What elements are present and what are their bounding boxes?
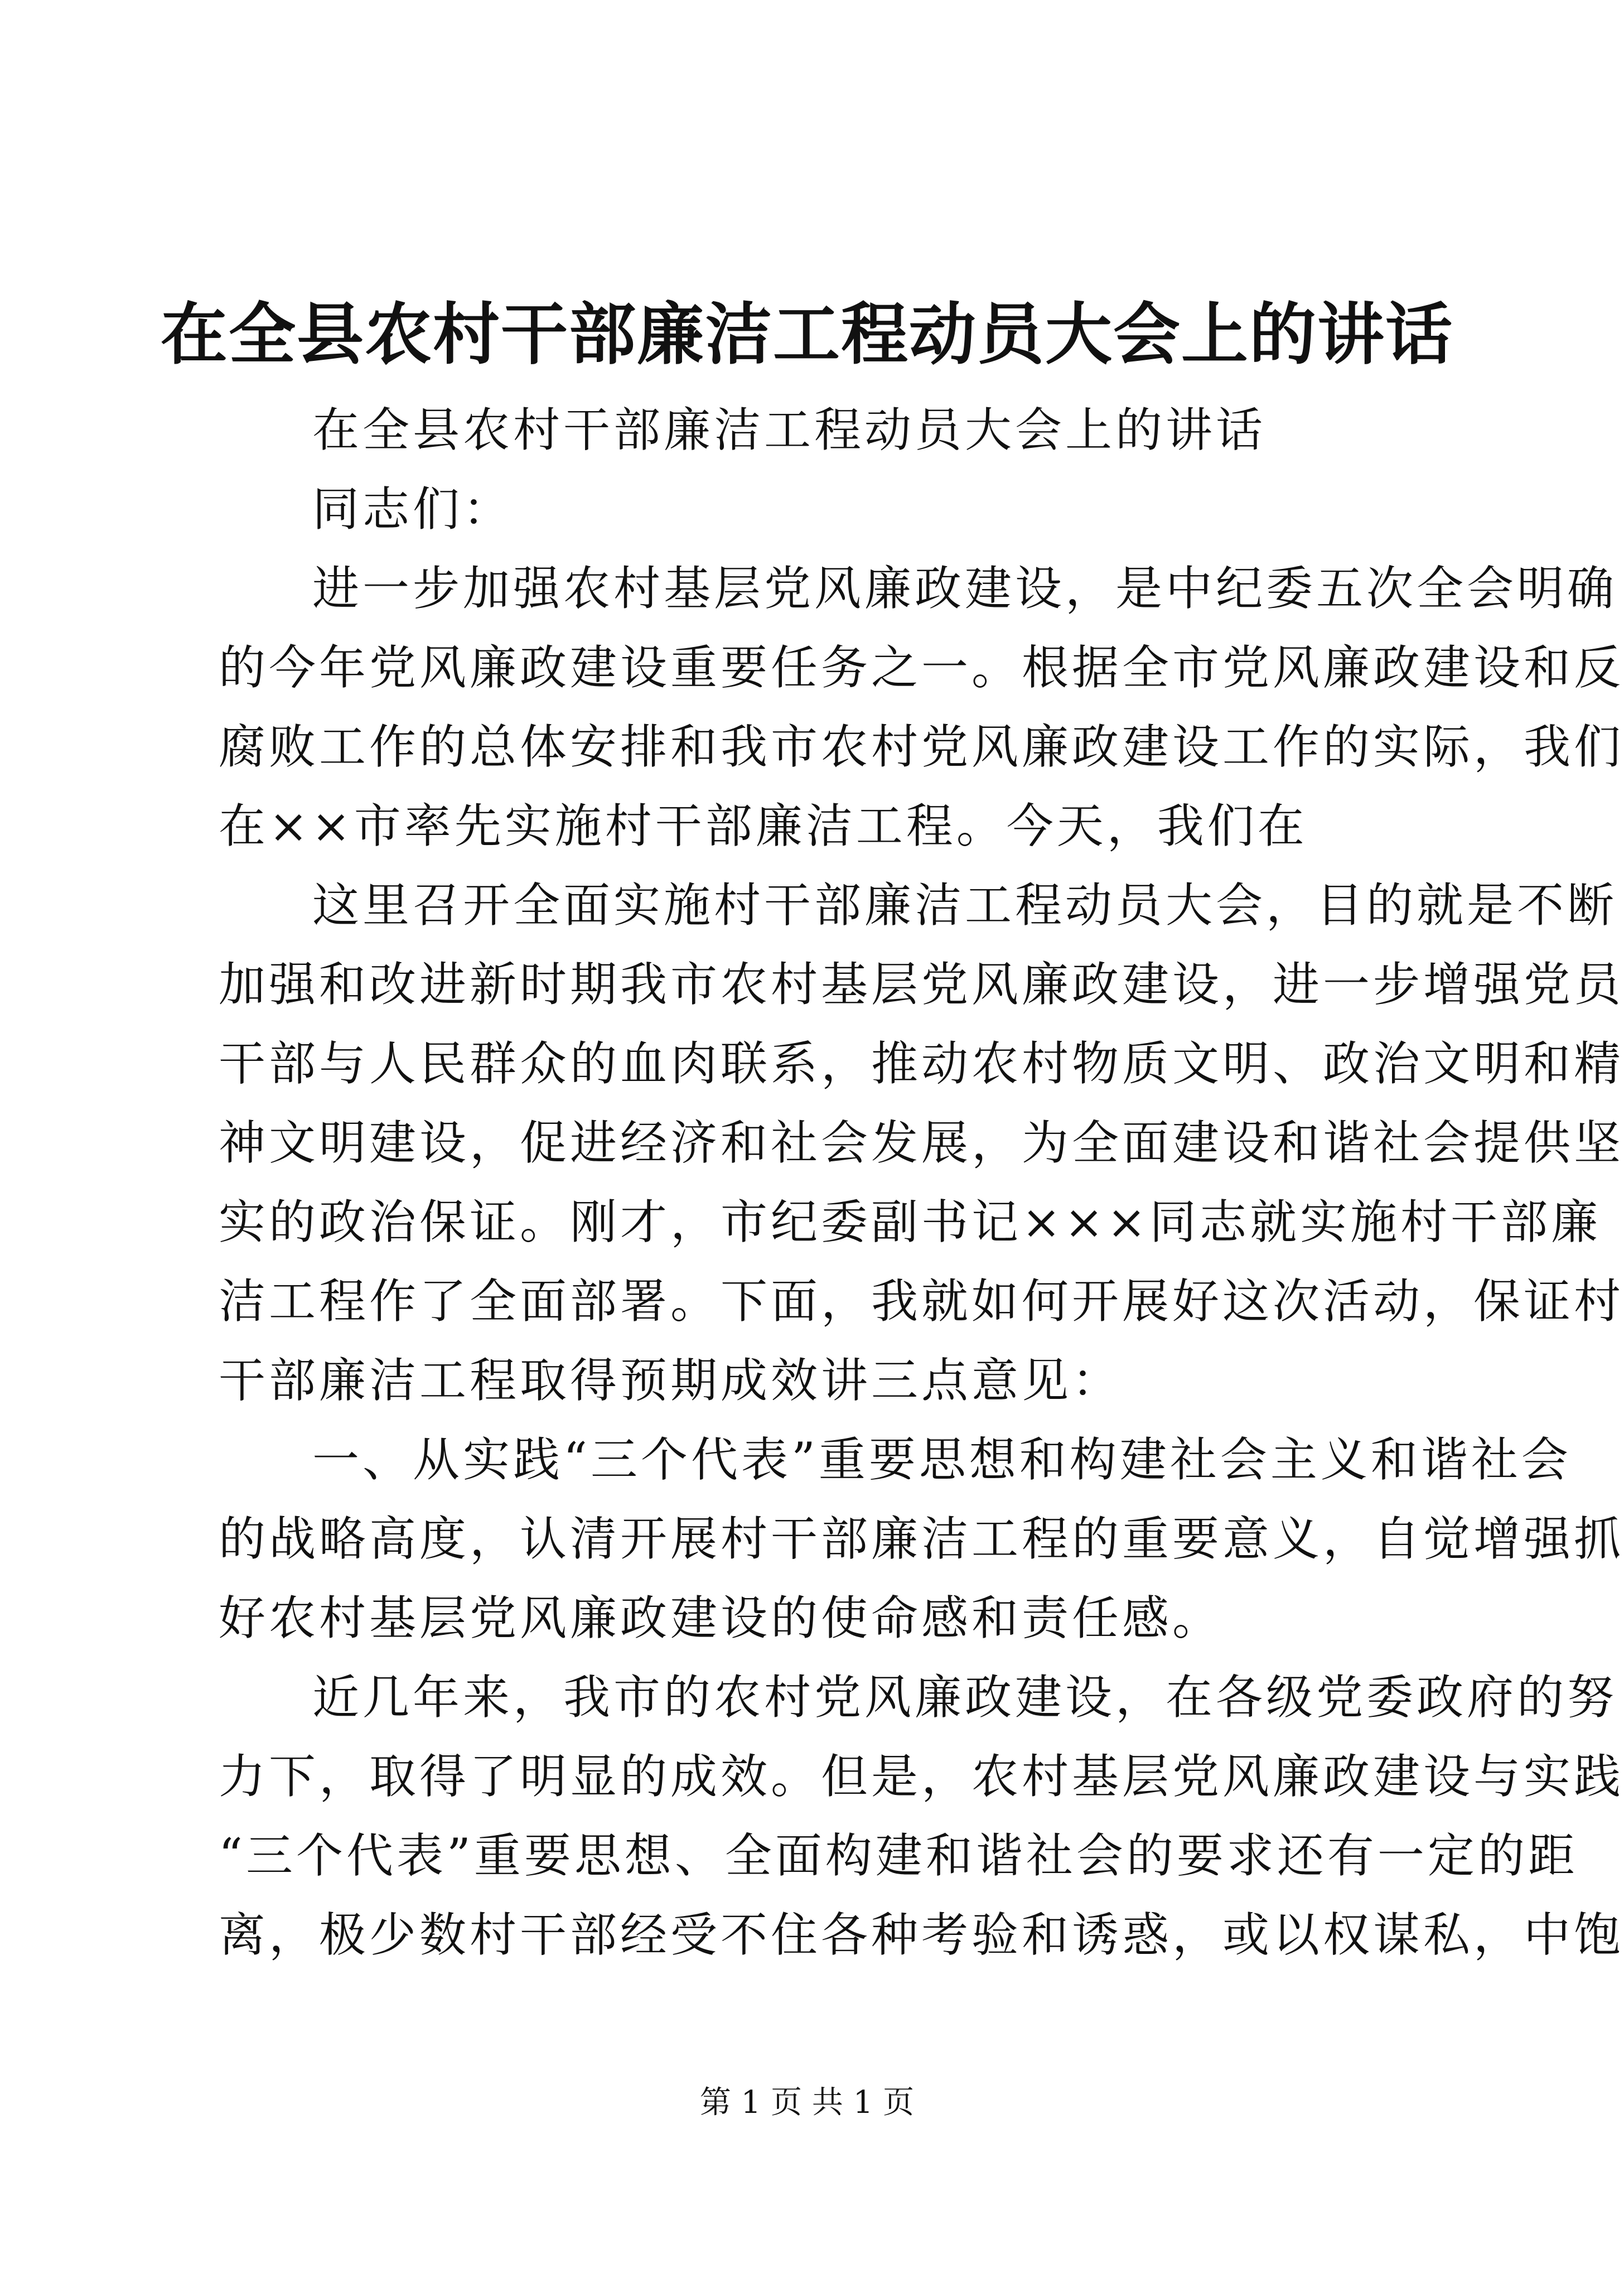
document-body [219,390,1624,1975]
body-line: 一、从实践“三个代表”重要思想和构建社会主义和谐社会 [312,1432,1572,1487]
body-line: 神文明建设，促进经济和社会发展，为全面建设和谐社会提供坚 [219,1116,1624,1170]
body-line: 加强和改进新时期我市农村基层党风廉政建设，进一步增强党员 [219,957,1624,1012]
body-line: 近几年来，我市的农村党风廉政建设，在各级党委政府的努 [312,1670,1618,1725]
body-line: 力下，取得了明显的成效。但是，农村基层党风廉政建设与实践 [219,1749,1624,1804]
body-line: 干部与人民群众的血肉联系，推动农村物质文明、政治文明和精 [219,1036,1624,1091]
body-line: “三个代表”重要思想、全面构建和谐社会的要求还有一定的距 [219,1828,1578,1883]
body-line: 腐败工作的总体安排和我市农村党风廉政建设工作的实际，我们 [219,720,1624,774]
body-line: 干部廉洁工程取得预期成效讲三点意见： [219,1353,1123,1408]
body-line: 好农村基层党风廉政建设的使命感和责任感。 [219,1591,1223,1645]
body-line: 进一步加强农村基层党风廉政建设，是中纪委五次全会明确 [312,561,1618,616]
body-line: 实的政治保证。刚才，市纪委副书记×××同志就实施村干部廉 [219,1195,1602,1249]
body-line: 在××市率先实施村干部廉洁工程。今天，我们在 [219,799,1308,853]
page-footer: 第 1 页 共 1 页 [699,2084,915,2121]
body-line: 的战略高度，认清开展村干部廉洁工程的重要意义，自觉增强抓 [219,1512,1624,1566]
body-line: 的今年党风廉政建设重要任务之一。根据全市党风廉政建设和反 [219,640,1624,695]
body-line: 洁工程作了全面部署。下面，我就如何开展好这次活动，保证村 [219,1274,1624,1329]
body-line: 离，极少数村干部经受不住各种考验和诱惑，或以权谋私，中饱 [219,1908,1624,1962]
body-line: 同志们： [312,482,514,537]
body-line: 这里召开全面实施村干部廉洁工程动员大会，目的就是不断 [312,878,1618,933]
document-title: 在全县农村干部廉洁工程动员大会上的讲话 [161,295,1453,374]
body-line: 在全县农村干部廉洁工程动员大会上的讲话 [312,403,1267,457]
